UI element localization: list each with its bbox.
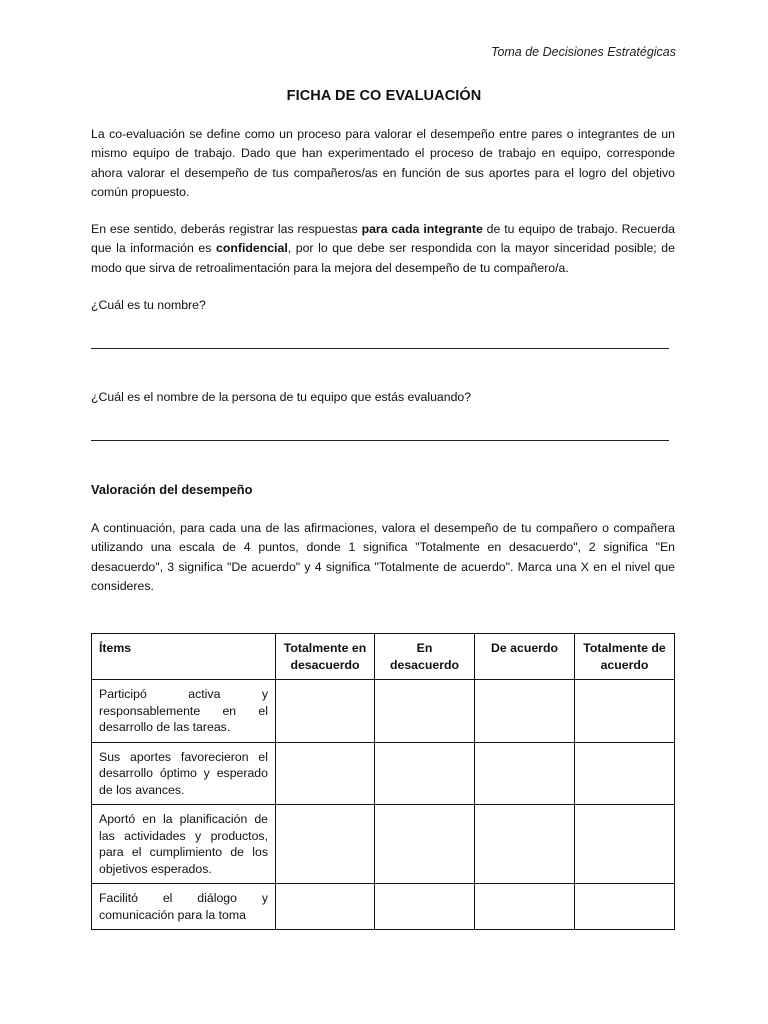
rating-cell-disagree[interactable]	[375, 742, 475, 805]
rating-cell-agree[interactable]	[475, 680, 575, 743]
header-items: Ítems	[92, 634, 276, 680]
document-title: FICHA DE CO EVALUACIÓN	[286, 88, 482, 104]
table-row	[92, 805, 675, 884]
intro-paragraph-2	[91, 220, 675, 278]
header-totally-disagree: Totalmente en desacuerdo	[276, 634, 375, 680]
rating-cell-agree[interactable]	[475, 884, 575, 930]
rating-table	[91, 633, 675, 930]
item-statement: Facilitó el diálogo y comunicación para la toma	[92, 884, 276, 930]
section-heading: Valoración del desempeño	[91, 482, 253, 497]
rating-cell-totally-agree[interactable]	[575, 884, 675, 930]
rating-cell-disagree[interactable]	[375, 805, 475, 884]
rating-cell-totally-agree[interactable]	[575, 680, 675, 743]
rating-cell-agree[interactable]	[475, 805, 575, 884]
rating-cell-totally-agree[interactable]	[575, 742, 675, 805]
question-name: ¿Cuál es tu nombre?	[91, 298, 206, 312]
header-totally-agree: Totalmente de acuerdo	[575, 634, 675, 680]
table-row	[92, 680, 675, 743]
intro-paragraph-2-bold-a: para cada integrante	[361, 222, 483, 236]
item-statement: Sus aportes favorecieron el desarrollo óptimo y esperado de los avances.	[92, 742, 276, 805]
table-row	[92, 742, 675, 805]
table-header-row	[92, 634, 675, 680]
rating-cell-totally-disagree[interactable]	[276, 805, 375, 884]
intro-paragraph-2-text-a: En ese sentido, deberás registrar las respuestas	[91, 222, 362, 236]
rating-cell-totally-agree[interactable]	[575, 805, 675, 884]
running-header: Toma de Decisiones Estratégicas	[490, 45, 676, 59]
rating-cell-totally-disagree[interactable]	[276, 680, 375, 743]
item-statement: Participó activa y responsablemente en el desarrollo de las tareas.	[92, 680, 276, 743]
answer-line-name[interactable]	[91, 348, 669, 349]
rating-instructions: A continuación, para cada una de las afirmaciones, valora el desempeño de tu compañero o compañera utilizando una escala de 4 puntos, donde 1 significa "Totalmente en desacuerdo", 2 significa "En desacuerdo", 3 significa "De acuerdo" y 4 significa "Totalmente de acuerdo". Marca una X en el nivel que consideres.	[91, 521, 675, 593]
rating-cell-disagree[interactable]	[375, 680, 475, 743]
rating-cell-disagree[interactable]	[375, 884, 475, 930]
intro-paragraph-2-text-c: , por lo que debe ser respondida con la mayor sinceridad posible; de modo que sirva de retroalimentación para la mejora del desempeño de tu compañero/a.	[91, 241, 675, 275]
rating-cell-totally-disagree[interactable]	[276, 884, 375, 930]
answer-line-evaluated-name[interactable]	[91, 440, 669, 441]
question-evaluated-name: ¿Cuál es el nombre de la persona de tu equipo que estás evaluando?	[91, 390, 472, 404]
table-row	[92, 884, 675, 930]
rating-cell-agree[interactable]	[475, 742, 575, 805]
header-agree: De acuerdo	[475, 634, 575, 680]
header-disagree: En desacuerdo	[375, 634, 475, 680]
rating-cell-totally-disagree[interactable]	[276, 742, 375, 805]
item-statement: Aportó en la planificación de las actividades y productos, para el cumplimiento de los objetivos esperados.	[92, 805, 276, 884]
intro-paragraph-2-text-b: de tu equipo de trabajo. Recuerda que la información es	[91, 222, 675, 256]
intro-paragraph-1: La co-evaluación se define como un proceso para valorar el desempeño entre pares o integrantes de un mismo equipo de trabajo. Dado que han experimentado el proceso de trabajo en equipo, corresponde ahora valorar el desempeño de tus compañeros/as en función de sus aportes para el logro del objetivo común propuesto.	[91, 127, 675, 199]
intro-paragraph-2-bold-b: confidencial	[215, 241, 288, 256]
